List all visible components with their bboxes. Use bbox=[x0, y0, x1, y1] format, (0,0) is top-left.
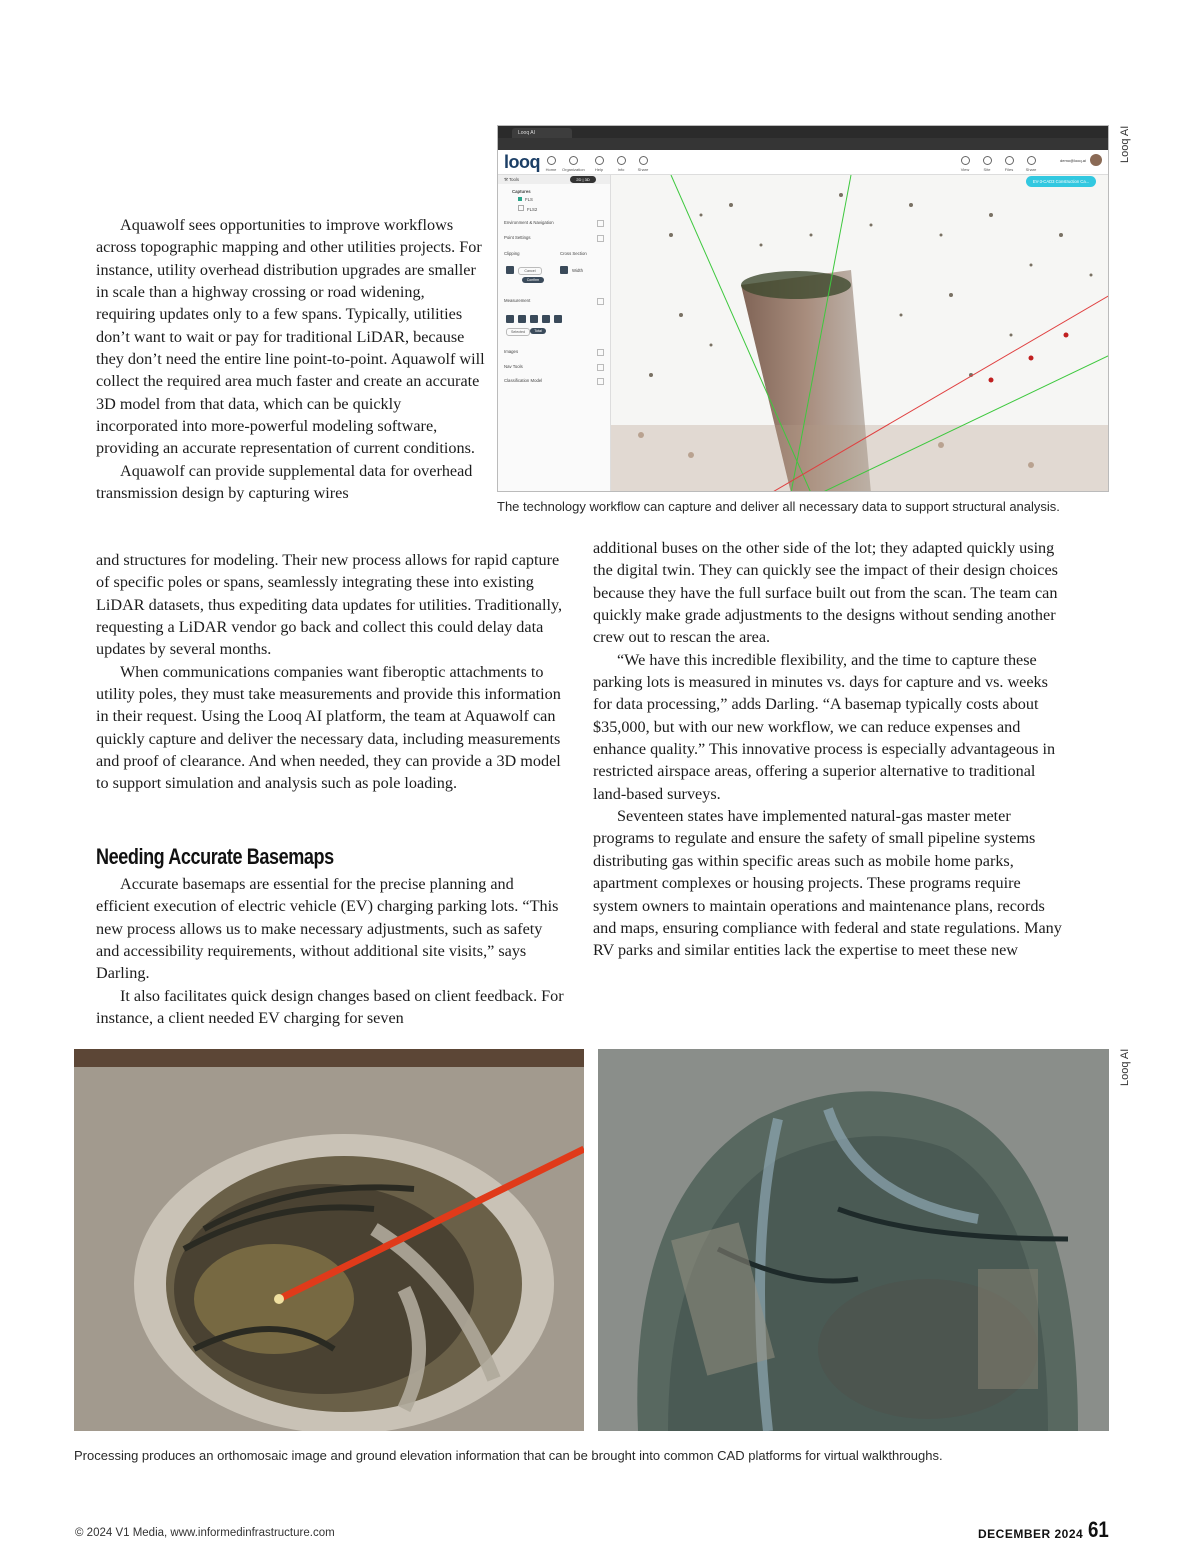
section-environment[interactable] bbox=[504, 220, 604, 225]
nav-share[interactable] bbox=[632, 156, 654, 172]
wrench-icon: ⚒ bbox=[504, 177, 508, 182]
nav-home[interactable] bbox=[540, 156, 562, 172]
width-label: Width bbox=[572, 268, 583, 273]
measure-total-button[interactable]: Total bbox=[530, 328, 546, 334]
clip-tool-button[interactable] bbox=[506, 266, 514, 274]
nav-label: Share bbox=[1025, 167, 1037, 172]
bottom-photo-credit: Looq AI bbox=[1119, 1048, 1131, 1086]
tools-title-text: Tools bbox=[508, 177, 520, 182]
tools-panel bbox=[498, 175, 611, 492]
left-column-bottom bbox=[96, 549, 568, 795]
paragraph: Aquawolf can provide supplemental data for overhead transmission design by capturing wires bbox=[96, 461, 473, 503]
pin-icon bbox=[983, 156, 992, 165]
browser-address-bar bbox=[498, 138, 1109, 150]
section-measurement[interactable] bbox=[504, 298, 604, 303]
measure-angle-button[interactable] bbox=[554, 315, 562, 323]
project-badge-button[interactable]: EV-3-CAD3 Construction Ca... bbox=[1026, 176, 1096, 187]
toggle-3d[interactable]: 3D bbox=[584, 177, 590, 182]
measure-area-button[interactable] bbox=[542, 315, 550, 323]
checkbox-icon[interactable] bbox=[518, 197, 522, 201]
section-label: Point Settings bbox=[504, 235, 531, 240]
capture-item-fls[interactable] bbox=[518, 197, 618, 202]
left-column-top bbox=[96, 214, 486, 504]
help-icon bbox=[595, 156, 604, 165]
measure-line-button[interactable] bbox=[518, 315, 526, 323]
bottom-figure-caption: Processing produces an orthomosaic image and ground elevation information that can be brought into common CAD platforms for virtual walkthroughs. bbox=[74, 1448, 943, 1463]
section-toggle-icon[interactable] bbox=[597, 364, 604, 371]
issue-date: DECEMBER 2024 bbox=[978, 1527, 1084, 1541]
nav-label: Organization bbox=[562, 167, 585, 172]
section-toggle-icon[interactable] bbox=[597, 298, 604, 305]
share-icon bbox=[1027, 156, 1036, 165]
info-icon bbox=[617, 156, 626, 165]
home-icon bbox=[547, 156, 556, 165]
view-toggle[interactable]: 2D | 3D bbox=[570, 176, 596, 183]
right-column bbox=[593, 537, 1067, 962]
section-label: Classification Model bbox=[504, 378, 543, 383]
nav-info[interactable] bbox=[610, 156, 632, 172]
manhole-photo-render bbox=[74, 1049, 584, 1431]
section-heading: Needing Accurate Basemaps bbox=[96, 844, 334, 869]
nav-view[interactable] bbox=[954, 156, 976, 172]
section-toggle-icon[interactable] bbox=[597, 349, 604, 356]
paragraph: When communications companies want fiberoptic attachments to utility poles, they must take measurements and provide this information in their request. Using the Looq AI platform, the team at Aquawolf can quickly capture and deliver the necessary data, including measurements and proof of clearance. And when needed, they can provide a 3D model to support simulation and analysis such as pole loading. bbox=[96, 662, 561, 793]
section-point-settings[interactable] bbox=[504, 235, 604, 240]
nav-files[interactable] bbox=[998, 156, 1020, 172]
point-cloud-render bbox=[611, 175, 1109, 492]
cross-section-tool-button[interactable] bbox=[560, 266, 568, 274]
section-toggle-icon[interactable] bbox=[597, 378, 604, 385]
section-toggle-icon[interactable] bbox=[597, 220, 604, 227]
paragraph: and structures for modeling. Their new process allows for rapid capture of specific poles or spans, seamlessly integrating these into existing LiDAR datasets, thus expediting data updates for utilities. Traditionally, requesting a LiDAR vendor go back and collect this could delay data updates by several months. bbox=[96, 551, 563, 659]
section-label: Clipping bbox=[504, 251, 520, 256]
capture-item-label: FLS2 bbox=[527, 207, 538, 212]
capture-item-label: FLS bbox=[525, 197, 533, 202]
clip-cancel-button[interactable]: Cancel bbox=[518, 267, 542, 275]
share-icon bbox=[639, 156, 648, 165]
top-photo-credit: Looq AI bbox=[1119, 125, 1131, 163]
paragraph: Seventeen states have implemented natural-gas master meter programs to regulate and ensure the safety of small pipeline systems distributing gas within specific areas such as mobile home parks, apartment complexes or housing projects. These programs require system owners to maintain operations and maintenance plans, records and maps, ensuring compliance with federal and state regulations. Many RV parks and similar entities lack the expertise to meet these new bbox=[593, 807, 1062, 960]
orthomosaic-image bbox=[598, 1049, 1109, 1431]
measure-height-button[interactable] bbox=[530, 315, 538, 323]
organization-icon bbox=[569, 156, 578, 165]
capture-item-fls2[interactable] bbox=[518, 205, 618, 212]
section-cross-section[interactable] bbox=[560, 251, 604, 256]
section-label: Nav Tools bbox=[504, 364, 523, 369]
nav-label: Help bbox=[594, 167, 604, 172]
orthomosaic-render bbox=[598, 1049, 1109, 1431]
nav-label: View bbox=[960, 167, 970, 172]
nav-help[interactable] bbox=[588, 156, 610, 172]
point-cloud-viewport[interactable] bbox=[611, 175, 1109, 492]
paragraph: It also facilitates quick design changes based on client feedback. For instance, a client needed EV charging for seven bbox=[96, 986, 564, 1028]
section-label: Cross Section bbox=[560, 251, 587, 256]
nav-site[interactable] bbox=[976, 156, 998, 172]
browser-tab-bar bbox=[498, 126, 1109, 138]
folder-icon bbox=[1005, 156, 1014, 165]
looq-logo: looq bbox=[504, 152, 540, 172]
nav-label: Site bbox=[983, 167, 991, 172]
captures-label: Captures bbox=[512, 189, 531, 194]
nav-share-right[interactable] bbox=[1020, 156, 1042, 172]
search-icon bbox=[961, 156, 970, 165]
copyright-footer: © 2024 V1 Media, www.informedinfrastructure.com bbox=[75, 1527, 335, 1539]
section-toggle-icon[interactable] bbox=[597, 235, 604, 242]
paragraph: additional buses on the other side of the lot; they adapted quickly using the digital twin. They can quickly see the impact of their design choices because they have the full surface built out from the scan. The team can quickly make grade adjustments to the designs without sending another crew out to rescan the area. bbox=[593, 539, 1058, 647]
nav-label: Files bbox=[1004, 167, 1014, 172]
section-clipping[interactable] bbox=[504, 251, 552, 256]
left-column-after-heading bbox=[96, 873, 568, 1029]
nav-label: Info bbox=[617, 167, 625, 172]
section-classification[interactable] bbox=[504, 378, 604, 383]
section-nav-tools[interactable] bbox=[504, 364, 604, 369]
section-label: Measurement bbox=[504, 298, 531, 303]
measure-selected-button[interactable]: Selected bbox=[506, 328, 530, 336]
manhole-photo bbox=[74, 1049, 584, 1431]
top-figure-screenshot bbox=[497, 125, 1109, 492]
page-number: 61 bbox=[1088, 1517, 1109, 1542]
paragraph: Accurate basemaps are essential for the precise planning and efficient execution of electric vehicle (EV) charging parking lots. “This new process allows us to make necessary adjustments, such as safety and accessibility requirements, without additional site visits,” says Darling. bbox=[96, 875, 559, 983]
paragraph: Aquawolf sees opportunities to improve workflows across topographic mapping and other utilities projects. For instance, utility overhead distribution upgrades are smaller in scale than a highway crossing or road widening, requiring updates only to a few spans. Typically, utilities don’t want to wait or pay for traditional LiDAR, because they don’t need the entire line point-to-point. Aquawolf will collect the required area much faster and create an accurate 3D model from that data, which can be quickly incorporated into more-powerful modeling software, providing an accurate representation of current conditions. bbox=[96, 216, 485, 458]
avatar[interactable] bbox=[1090, 154, 1102, 166]
section-images[interactable] bbox=[504, 349, 604, 354]
clip-confirm-button[interactable]: Confirm bbox=[522, 277, 544, 283]
section-label: Environment & Navigation bbox=[504, 220, 554, 225]
measure-point-button[interactable] bbox=[506, 315, 514, 323]
paragraph: “We have this incredible flexibility, and the time to capture these parking lots is measured in minutes vs. days for capture and vs. weeks for data processing,” adds Darling. “A basemap typically costs about $35,000, but with our new workflow, we can reduce expenses and enhance quality.” This innovative process is especially advantageous in restricted airspace areas, offering a superior alternative to traditional land-based surveys. bbox=[593, 650, 1056, 803]
nav-organization[interactable] bbox=[562, 156, 584, 172]
user-email[interactable]: demo@looq.ai bbox=[1060, 158, 1086, 163]
browser-tab[interactable]: Looq AI bbox=[512, 128, 572, 138]
toggle-2d[interactable]: 2D bbox=[576, 177, 582, 182]
nav-label: Home bbox=[545, 167, 557, 172]
nav-label: Share bbox=[637, 167, 649, 172]
section-label: Images bbox=[504, 349, 519, 354]
top-figure-caption: The technology workflow can capture and deliver all necessary data to support structural analysis. bbox=[497, 499, 1060, 514]
checkbox-icon[interactable] bbox=[518, 205, 524, 211]
